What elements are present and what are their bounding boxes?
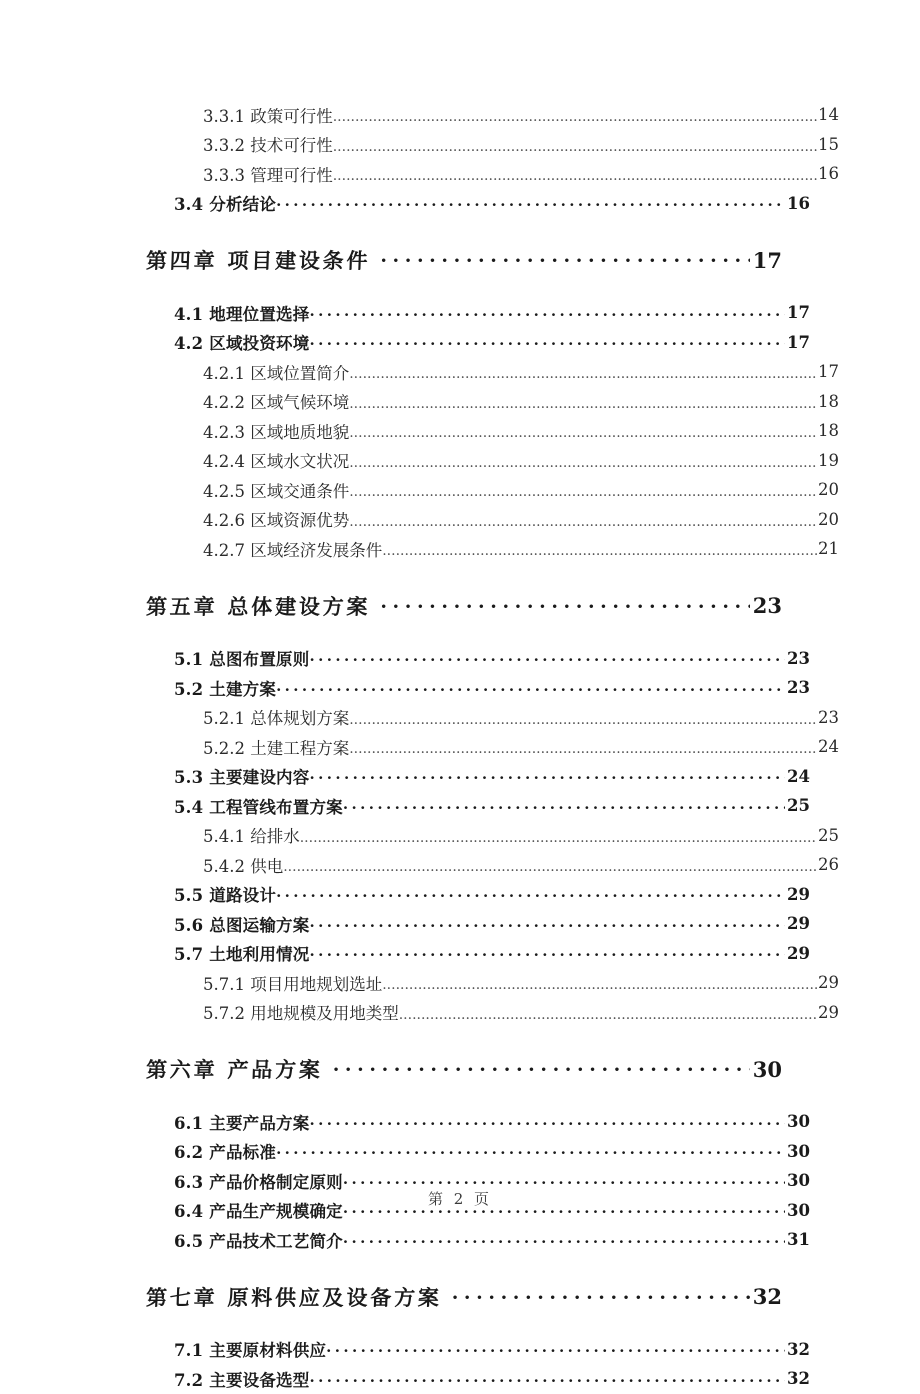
toc-entry-level-3[interactable]: [203, 357, 839, 387]
toc-entry-level-3[interactable]: [203, 475, 839, 505]
toc-entry-label: 5.4.2 供电: [203, 856, 284, 876]
toc-entry-page-number: 31: [787, 1230, 810, 1250]
dot-leader: [399, 1005, 817, 1019]
dot-leader: [349, 394, 817, 408]
toc-entry-page-number: 30: [787, 1200, 810, 1220]
toc-entry-label: 4.2.4 区域水文状况: [203, 452, 350, 472]
section-spacer: [146, 280, 782, 298]
toc-entry-page-number: 30: [787, 1141, 810, 1161]
dot-leader: [276, 886, 785, 902]
section-spacer: [146, 1317, 782, 1335]
section-spacer: [146, 626, 782, 644]
toc-entry-page-number: 30: [787, 1171, 810, 1191]
dot-leader: [349, 365, 817, 379]
dot-leader: [300, 828, 817, 842]
dot-leader: [349, 483, 817, 497]
toc-entry-page-number: 18: [818, 421, 839, 441]
toc-entry-page-number: 30: [752, 1056, 782, 1082]
toc-entry-page-number: 23: [818, 707, 839, 727]
toc-entry-label: 4.2 区域投资环境: [174, 334, 310, 354]
toc-entry-label: 4.1 地理位置选择: [174, 304, 310, 324]
toc-entry-page-number: 17: [787, 303, 810, 323]
dot-leader: [309, 916, 785, 932]
toc-entry-level-2[interactable]: [174, 909, 810, 939]
toc-entry-page-number: 25: [818, 825, 839, 845]
dot-leader: [309, 1114, 785, 1130]
toc-entry-label: 5.3 主要建设内容: [174, 768, 310, 788]
toc-entry-level-1[interactable]: [146, 1277, 782, 1317]
toc-entry-page-number: 20: [818, 480, 839, 500]
toc-entry-label: 6.2 产品标准: [174, 1143, 277, 1163]
toc-entry-page-number: 25: [787, 796, 810, 816]
dot-leader: [382, 542, 817, 556]
toc-entry-level-2[interactable]: [174, 673, 810, 703]
toc-entry-label: 7.2 主要设备选型: [174, 1370, 310, 1390]
toc-entry-page-number: 21: [818, 539, 839, 559]
dot-leader: [309, 305, 785, 321]
toc-entry-page-number: 23: [787, 648, 810, 668]
toc-entry-level-1[interactable]: [146, 586, 782, 626]
toc-entry-label: 5.6 总图运输方案: [174, 915, 310, 935]
toc-entry-level-3[interactable]: [203, 968, 839, 998]
page-footer: [0, 1188, 920, 1209]
toc-entry-page-number: 23: [752, 593, 782, 618]
dot-leader: [343, 798, 785, 814]
toc-entry-level-1[interactable]: [146, 240, 782, 280]
toc-entry-label: 7.1 主要原材料供应: [174, 1341, 327, 1361]
dot-leader: [333, 167, 817, 181]
dot-leader: [309, 334, 785, 350]
dot-leader: [309, 1371, 785, 1387]
toc-entry-label: 5.7 土地利用情况: [174, 945, 310, 965]
toc-entry-level-3[interactable]: [203, 998, 839, 1028]
page-number-label: 第 2 页: [427, 1190, 493, 1208]
section-spacer: [146, 1255, 782, 1277]
toc-entry-label: 5.2 土建方案: [174, 679, 277, 699]
toc-entry-level-2[interactable]: [174, 189, 810, 219]
toc-entry-page-number: 17: [787, 332, 810, 352]
dot-leader: [326, 1341, 785, 1357]
toc-entry-label: 5.7.1 项目用地规划选址: [203, 974, 383, 994]
toc-entry-label: 6.5 产品技术工艺简介: [174, 1231, 343, 1251]
toc-entry-label: 4.2.5 区域交通条件: [203, 481, 350, 501]
toc-entry-level-2[interactable]: [174, 1107, 810, 1137]
dot-leader: [380, 250, 749, 270]
toc-entry-label: 第七章 原料供应及设备方案: [145, 1284, 443, 1310]
toc-entry-level-3[interactable]: [203, 159, 839, 189]
toc-entry-level-3[interactable]: [203, 703, 839, 733]
dot-leader: [283, 858, 817, 872]
toc-entry-page-number: 16: [818, 164, 839, 184]
toc-entry-level-3[interactable]: [203, 505, 839, 535]
toc-entry-level-2[interactable]: [174, 762, 810, 792]
dot-leader: [349, 740, 817, 754]
toc-entry-level-3[interactable]: [203, 416, 839, 446]
toc-entry-page-number: 24: [818, 737, 839, 757]
toc-entry-page-number: 14: [818, 105, 839, 125]
dot-leader: [309, 945, 785, 961]
dot-leader: [309, 768, 785, 784]
dot-leader: [276, 195, 785, 211]
toc-entry-label: 4.2.6 区域资源优势: [203, 511, 350, 531]
dot-leader: [309, 650, 785, 666]
section-spacer: [146, 1089, 782, 1107]
toc-entry-label: 5.2.2 土建工程方案: [203, 738, 350, 758]
toc-entry-level-2[interactable]: [174, 880, 810, 910]
dot-leader: [343, 1232, 785, 1248]
toc-entry-label: 5.2.1 总体规划方案: [203, 709, 350, 729]
toc-entry-page-number: 16: [787, 193, 810, 213]
toc-entry-label: 4.2.7 区域经济发展条件: [203, 540, 383, 560]
dot-leader: [343, 1173, 785, 1189]
toc-entry-label: 6.1 主要产品方案: [174, 1113, 310, 1133]
toc-entry-level-3[interactable]: [203, 130, 839, 160]
toc-entry-label: 5.7.2 用地规模及用地类型: [203, 1004, 399, 1024]
toc-entry-level-2[interactable]: [174, 1335, 810, 1365]
dot-leader: [349, 512, 817, 526]
toc-entry-level-3[interactable]: [203, 732, 839, 762]
toc-entry-label: 3.3.1 政策可行性: [203, 106, 333, 126]
toc-entry-label: 3.3.2 技术可行性: [203, 136, 333, 156]
toc-entry-level-2[interactable]: [174, 298, 810, 328]
toc-entry-page-number: 32: [752, 1284, 782, 1309]
toc-entry-page-number: 29: [787, 914, 810, 934]
toc-entry-page-number: 30: [787, 1112, 810, 1132]
toc-entry-page-number: 23: [787, 678, 810, 698]
dot-leader: [333, 137, 817, 151]
toc-entry-page-number: 17: [818, 362, 839, 382]
toc-entry-level-3[interactable]: [203, 821, 839, 851]
toc-entry-page-number: 29: [818, 973, 839, 993]
toc-entry-label: 4.2.2 区域气候环境: [203, 393, 350, 413]
toc-entry-page-number: 19: [818, 450, 839, 470]
toc-entry-label: 第四章 项目建设条件: [145, 248, 371, 273]
toc-entry-label: 5.1 总图布置原则: [174, 650, 310, 670]
toc-entry-page-number: 24: [787, 766, 810, 786]
toc-entry-label: 第五章 总体建设方案: [145, 593, 371, 619]
toc-entry-label: 4.2.3 区域地质地貌: [203, 422, 350, 442]
toc-entry-level-2[interactable]: [174, 644, 810, 674]
toc-entry-page-number: 26: [818, 855, 839, 875]
dot-leader: [349, 453, 817, 467]
toc-entry-label: 6.4 产品生产规模确定: [174, 1202, 343, 1222]
dot-leader: [382, 976, 817, 990]
toc-entry-level-3[interactable]: [203, 534, 839, 564]
toc-entry-page-number: 17: [752, 247, 782, 273]
dot-leader: [349, 710, 817, 724]
toc-entry-page-number: 29: [787, 884, 810, 904]
dot-leader: [276, 1143, 785, 1159]
toc-entry-level-1[interactable]: [146, 1049, 782, 1089]
section-spacer: [146, 218, 782, 240]
toc-entry-label: 6.3 产品价格制定原则: [174, 1172, 343, 1192]
toc-entry-level-2[interactable]: [174, 1137, 810, 1167]
dot-leader: [276, 680, 785, 696]
toc-entry-level-3[interactable]: [203, 446, 839, 476]
section-spacer: [146, 564, 782, 586]
toc-entry-level-3[interactable]: [203, 100, 839, 130]
toc-entry-level-2[interactable]: [174, 1364, 810, 1394]
toc-entry-level-3[interactable]: [203, 387, 839, 417]
dot-leader: [380, 596, 749, 616]
toc-entry-label: 3.4 分析结论: [174, 195, 277, 215]
toc-entry-level-2[interactable]: [174, 1225, 810, 1255]
toc-entry-page-number: 20: [818, 509, 839, 529]
toc-entry-label: 3.3.3 管理可行性: [203, 165, 333, 185]
toc-entry-page-number: 32: [787, 1339, 810, 1359]
toc-entry-level-2[interactable]: [174, 791, 810, 821]
toc-entry-label: 5.5 道路设计: [174, 886, 277, 906]
toc-entry-page-number: 29: [787, 943, 810, 963]
toc-entry-label: 5.4.1 给排水: [203, 827, 300, 847]
toc-entry-page-number: 32: [787, 1369, 810, 1389]
toc-entry-label: 第六章 产品方案: [145, 1057, 324, 1082]
dot-leader: [333, 1059, 750, 1079]
toc-entry-label: 5.4 工程管线布置方案: [174, 797, 343, 817]
toc-entry-label: 4.2.1 区域位置简介: [203, 363, 350, 383]
toc-entry-page-number: 18: [818, 391, 839, 411]
toc-entry-page-number: 29: [818, 1002, 839, 1022]
toc-entry-level-3[interactable]: [203, 850, 839, 880]
dot-leader: [452, 1287, 750, 1307]
dot-leader: [333, 108, 817, 122]
dot-leader: [349, 424, 817, 438]
toc-entry-page-number: 15: [818, 134, 839, 154]
section-spacer: [146, 1027, 782, 1049]
toc-entry-level-2[interactable]: [174, 328, 810, 358]
toc-entry-level-2[interactable]: [174, 939, 810, 969]
